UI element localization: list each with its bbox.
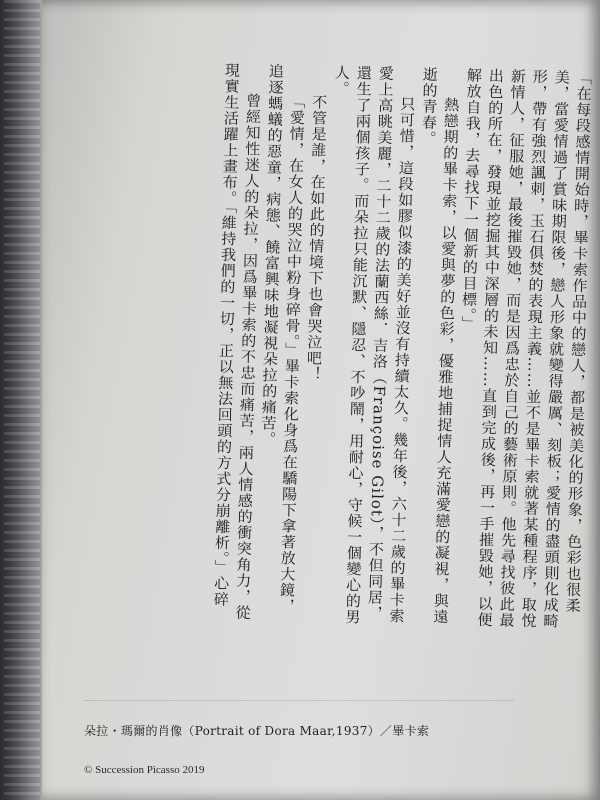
image-caption: 朵拉・瑪爾的肖像（Portrait of Dora Maar,1937）／畢卡索 xyxy=(84,724,430,738)
paragraph-francoise: 只可惜，這段如膠似漆的美好並沒有持續太久。幾年後，六十二歲的畢卡索愛上高眺美麗，二十二歲的法蘭西絲．吉洛（Françoise Gilot），不但同居，還生了兩個孩子。而朵拉只能沉默、隱忍、不吵鬧，用耐心，守候一個變心的男人。 xyxy=(332,64,417,626)
copyright-credit: © Succession Picasso 2019 xyxy=(84,764,205,776)
paragraph-crying: 不管是誰，在如此的情境下也會哭泣吧！ xyxy=(304,94,329,383)
paragraph-passion: 熱戀期的畢卡索，以愛與夢的色彩，優雅地捕捉情人充滿愛戀的凝視，與遠逝的青春。 xyxy=(419,66,461,626)
article-body xyxy=(211,62,595,630)
paragraph-love-shattered: 「愛情，在女人的哭泣中粉身碎骨。」畢卡索化身爲在驕陽下拿著放大鏡，追逐螞蟻的惡童，病態、饒富興味地凝視朵拉的痛苦。 xyxy=(259,63,307,615)
paragraph-quote: 「在每段感情開始時，畢卡索作品中的戀人，都是被美化的形象，色彩也很柔美，當愛情過了賞味期限後，戀人形象就變得嚴厲、刻板；愛情的盡頭則化成畸形，帶有強烈諷刺，玉石俱焚的表現主義……並不是畢卡索就著某種程序，取悅新情人，征服她，最後摧毀她，而是因爲忠於自己的藝術原則。他先尋找彼此最出色的所在，發現並挖掘其中深層的未知……直到完成後，再一手摧毀她，以便解放自我，去尋找下一個新的目標。」 xyxy=(459,67,594,630)
paragraph-dora-pain: 曾經知性迷人的朵拉，因爲畢卡索的不忠而痛苦，兩人情感的衝突角力，從現實生活躍上畫布。「維持我們的一切，正以無法回頭的方式分崩離析。」心碎 xyxy=(211,62,263,621)
caption-divider xyxy=(84,700,514,701)
book-page-stack xyxy=(4,0,40,800)
